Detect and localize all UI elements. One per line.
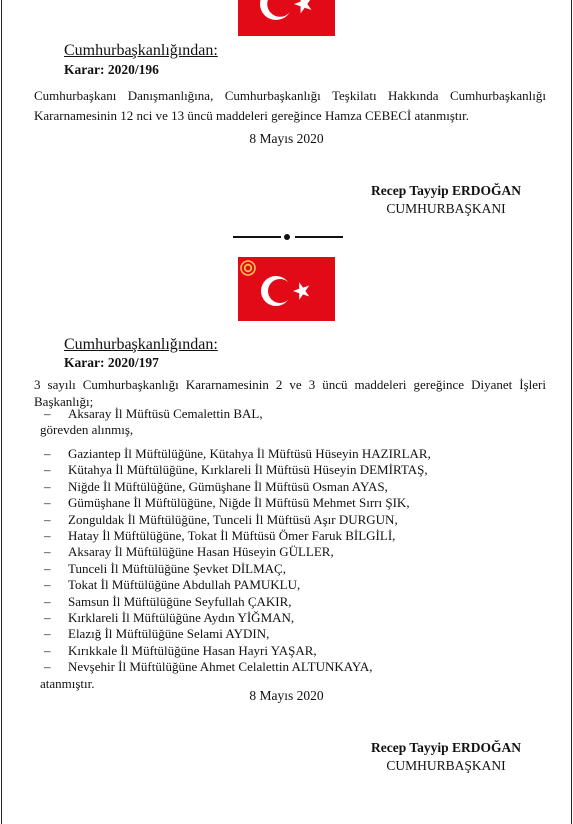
removed-item bbox=[44, 406, 263, 422]
turkish-flag-icon bbox=[238, 0, 335, 36]
list-item-text: Samsun İl Müftülüğüne Seyfullah ÇAKIR, bbox=[68, 593, 292, 609]
list-item-text: Zonguldak İl Müftülüğüne, Tunceli İl Müftüsü Aşır DURGUN, bbox=[68, 511, 398, 527]
dash-bullet: – bbox=[44, 642, 51, 658]
dash-bullet: – bbox=[44, 593, 51, 609]
list-item bbox=[44, 577, 431, 593]
decision-1-heading: Cumhurbaşkanlığından: bbox=[64, 42, 218, 59]
dash-bullet: – bbox=[44, 528, 51, 544]
removed-item-text: Aksaray İl Müftüsü Cemalettin BAL, bbox=[68, 406, 263, 421]
appointed-list bbox=[44, 446, 431, 676]
signer-name: Recep Tayyip ERDOĞAN bbox=[370, 740, 522, 755]
decision-2-signature bbox=[356, 739, 536, 775]
list-item-text: Aksaray İl Müftülüğüne Hasan Hüseyin GÜLLER, bbox=[68, 544, 334, 560]
dash-bullet: – bbox=[44, 659, 51, 675]
list-item bbox=[44, 626, 431, 642]
separator-line bbox=[295, 236, 343, 238]
list-item-text: Nevşehir İl Müftülüğüne Ahmet Celalettin ALTUNKAYA, bbox=[68, 659, 373, 675]
list-item-text: Kırıkkale İl Müftülüğüne Hasan Hayri YAŞAR, bbox=[68, 642, 317, 658]
dash-bullet: – bbox=[44, 560, 51, 576]
list-item-text: Elazığ İl Müftülüğüne Selami AYDIN, bbox=[68, 626, 270, 642]
removed-label: görevden alınmış, bbox=[40, 422, 134, 437]
list-item bbox=[44, 594, 431, 610]
list-item bbox=[44, 659, 431, 675]
list-item bbox=[44, 512, 431, 528]
section-separator bbox=[233, 235, 343, 239]
decision-1-date: 8 Mayıs 2020 bbox=[249, 131, 324, 146]
decision-1-text: Cumhurbaşkanı Danışmanlığına, Cumhurbaşkanlığı Teşkilatı Hakkında Cumhurbaşkanlığı Kararnamesinin 12 nci ve 13 üncü maddeleri gereğince Hamza CEBECİ atanmıştır. bbox=[34, 88, 546, 123]
list-item bbox=[44, 610, 431, 626]
turkish-flag-icon bbox=[238, 257, 335, 321]
list-item bbox=[44, 446, 431, 462]
signer-title: CUMHURBAŞKANI bbox=[386, 758, 506, 773]
dash-bullet: – bbox=[44, 511, 51, 527]
list-item-text: Gümüşhane İl Müftülüğüne, Niğde İl Müftüsü Mehmet Sırrı ŞIK, bbox=[68, 495, 410, 511]
list-item bbox=[44, 479, 431, 495]
dash-bullet: – bbox=[44, 406, 51, 421]
list-item-text: Niğde İl Müftülüğüne, Gümüşhane İl Müftüsü Osman AYAS, bbox=[68, 478, 388, 494]
separator-line bbox=[233, 236, 281, 238]
list-item bbox=[44, 462, 431, 478]
signer-name: Recep Tayyip ERDOĞAN bbox=[370, 183, 522, 198]
list-item-text: Gaziantep İl Müftülüğüne, Kütahya İl Müftüsü Hüseyin HAZIRLAR, bbox=[68, 446, 431, 461]
dash-bullet: – bbox=[44, 626, 51, 642]
decision-2-number: Karar: 2020/197 bbox=[64, 355, 159, 370]
list-item-text: Tokat İl Müftülüğüne Abdullah PAMUKLU, bbox=[68, 577, 301, 593]
dash-bullet: – bbox=[44, 462, 51, 478]
separator-dot bbox=[284, 234, 290, 240]
decision-2-heading: Cumhurbaşkanlığından: bbox=[64, 336, 218, 353]
list-item bbox=[44, 643, 431, 659]
list-item-text: Kırklareli İl Müftülüğüne Aydın YİĞMAN, bbox=[68, 610, 295, 626]
list-item bbox=[44, 544, 431, 560]
list-item-text: Kütahya İl Müftülüğüne, Kırklareli İl Müftüsü Hüseyin DEMİRTAŞ, bbox=[68, 462, 428, 478]
dash-bullet: – bbox=[44, 577, 51, 593]
dash-bullet: – bbox=[44, 495, 51, 511]
dash-bullet: – bbox=[44, 610, 51, 626]
decision-2-intro: 3 sayılı Cumhurbaşkanlığı Kararnamesinin 2 ve 3 üncü maddeleri gereğince Diyanet İşleri Başkanlığı; bbox=[34, 377, 546, 409]
list-item bbox=[44, 495, 431, 511]
signer-title: CUMHURBAŞKANI bbox=[386, 201, 506, 216]
decision-2-date: 8 Mayıs 2020 bbox=[249, 688, 324, 703]
list-item-text: Hatay İl Müftülüğüne, Tokat İl Müftüsü Ömer Faruk BİLGİLİ, bbox=[68, 528, 396, 544]
turkish-flag-icon bbox=[238, 257, 335, 321]
dash-bullet: – bbox=[44, 446, 51, 461]
dash-bullet: – bbox=[44, 478, 51, 494]
list-item bbox=[44, 561, 431, 577]
decision-1-signature bbox=[356, 182, 536, 218]
decision-1-number: Karar: 2020/196 bbox=[64, 62, 159, 77]
list-item-text: Tunceli İl Müftülüğüne Şevket DİLMAÇ, bbox=[68, 560, 286, 576]
appointed-label: atanmıştır. bbox=[40, 676, 95, 691]
dash-bullet: – bbox=[44, 544, 51, 560]
presidential-seal-icon bbox=[241, 261, 255, 275]
list-item bbox=[44, 528, 431, 544]
turkish-flag-icon bbox=[238, 0, 335, 36]
